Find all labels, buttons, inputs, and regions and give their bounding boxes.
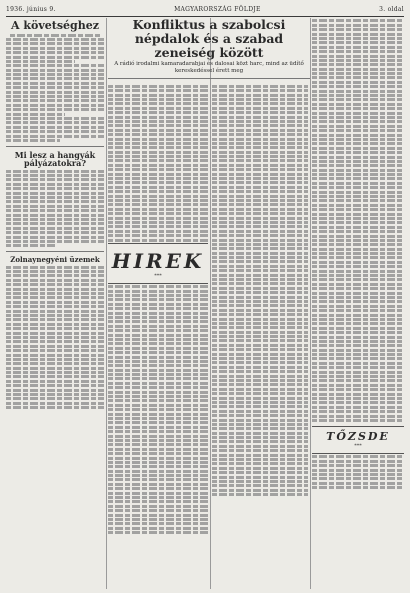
header-date: 1936. június 9. [6,5,56,13]
section-stars: *** [354,442,362,449]
article-title: A követséghez [11,19,99,32]
section-title-hirek: HIREK [111,248,205,273]
lead-article-right [212,83,308,535]
header-page-number: 3. oldal [379,5,404,13]
article-title: Mi lesz a hangyák pályázatokra? [14,149,96,169]
header-masthead: MAGYARORSZÁG FÖLDJE [174,5,261,13]
lead-subheadline: A rádió irodalmi kamaradarabjai és dalosai közt harc, mind az üdítő kereskedéssel érett meg [114,61,304,74]
column-4 [312,18,404,589]
column-divider [310,18,311,589]
column-divider [106,18,107,589]
header-rule [6,16,404,17]
column-2 [108,18,310,589]
column-1 [6,18,104,589]
lead-headline: Konfliktus a szabolcsi népdalok és a szabad zeneiség között [132,18,286,60]
section-stars: *** [154,272,162,279]
section-title-tozsde: TŐZSDE [326,429,390,443]
article-title: Zolnaynegyéni üzemek [10,255,100,265]
lead-article-left [108,83,208,535]
page-header [6,3,404,15]
